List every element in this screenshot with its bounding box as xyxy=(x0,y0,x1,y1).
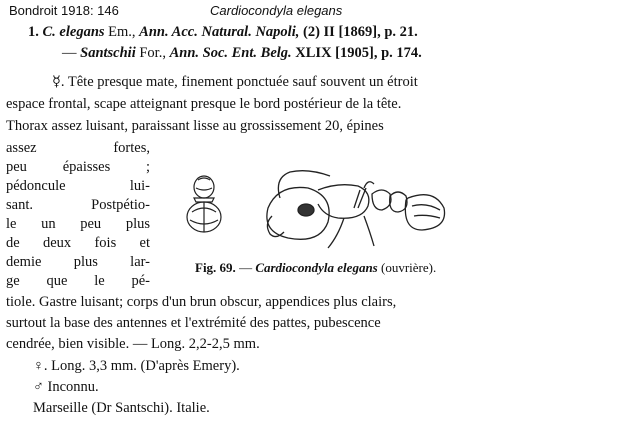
description-line: Thorax assez luisant, paraissant lisse au grossissement 20, épines xyxy=(6,118,384,134)
figure-dash: — xyxy=(235,260,256,275)
citation-name: Santschii xyxy=(80,45,136,61)
figure-caste: (ouvrière). xyxy=(377,260,437,275)
description-line: surtout la base des antennes et l'extrémité des pattes, pubescence xyxy=(6,315,381,331)
female-description: ♀. Long. 3,3 mm. (D'après Emery). xyxy=(33,358,240,374)
description-narrow-line: pédoncule lui- xyxy=(6,178,150,194)
header-reference: Bondroit 1918: 146 xyxy=(9,3,119,18)
description-narrow-line: de deux fois et xyxy=(6,235,150,251)
petiole-detail-icon xyxy=(187,176,221,232)
description-line: tiole. Gastre luisant; corps d'un brun obscur, appendices plus clairs, xyxy=(6,294,397,310)
description-narrow-line: sant. Postpétio- xyxy=(6,197,150,213)
figure-species: Cardiocondyla elegans xyxy=(255,260,378,275)
citation-detail: (2) II [1869], p. 21. xyxy=(299,24,418,40)
citation-number: 1. xyxy=(28,24,39,40)
citation-1 xyxy=(28,22,418,42)
citation-genus: C. elegans xyxy=(42,24,105,40)
description-narrow-line: assez fortes, xyxy=(6,140,150,156)
description-narrow-line: demie plus lar- xyxy=(6,254,150,270)
description-line: cendrée, bien visible. — Long. 2,2-2,5 mm. xyxy=(6,336,260,352)
citation-2 xyxy=(62,43,422,63)
citation-author: For., xyxy=(135,45,170,61)
citation-author: Em., xyxy=(104,24,140,40)
worker-ant-icon xyxy=(267,171,445,248)
male-description: ♂ Inconnu. xyxy=(33,379,99,395)
locality-line: Marseille (Dr Santschi). Italie. xyxy=(33,400,210,416)
description-narrow-line: peu épaisses ; xyxy=(6,159,150,175)
description-line: ☿. Tête presque mate, finement ponctuée sauf souvent un étroit xyxy=(52,74,418,90)
citation-detail: XLIX [1905], p. 174. xyxy=(291,45,422,61)
citation-dash: — xyxy=(62,45,81,61)
citation-journal: Ann. Acc. Natural. Napoli, xyxy=(139,24,300,40)
description-narrow-line: le un peu plus xyxy=(6,216,150,232)
figure-label: Fig. 69. xyxy=(195,260,236,275)
description-line: espace frontal, scape atteignant presque le bord postérieur de la tête. xyxy=(6,96,402,112)
header-species: Cardiocondyla elegans xyxy=(210,3,343,18)
description-narrow-line: ge que le pé- xyxy=(6,273,150,289)
figure-caption xyxy=(195,260,436,276)
citation-journal: Ann. Soc. Ent. Belg. xyxy=(169,45,292,61)
